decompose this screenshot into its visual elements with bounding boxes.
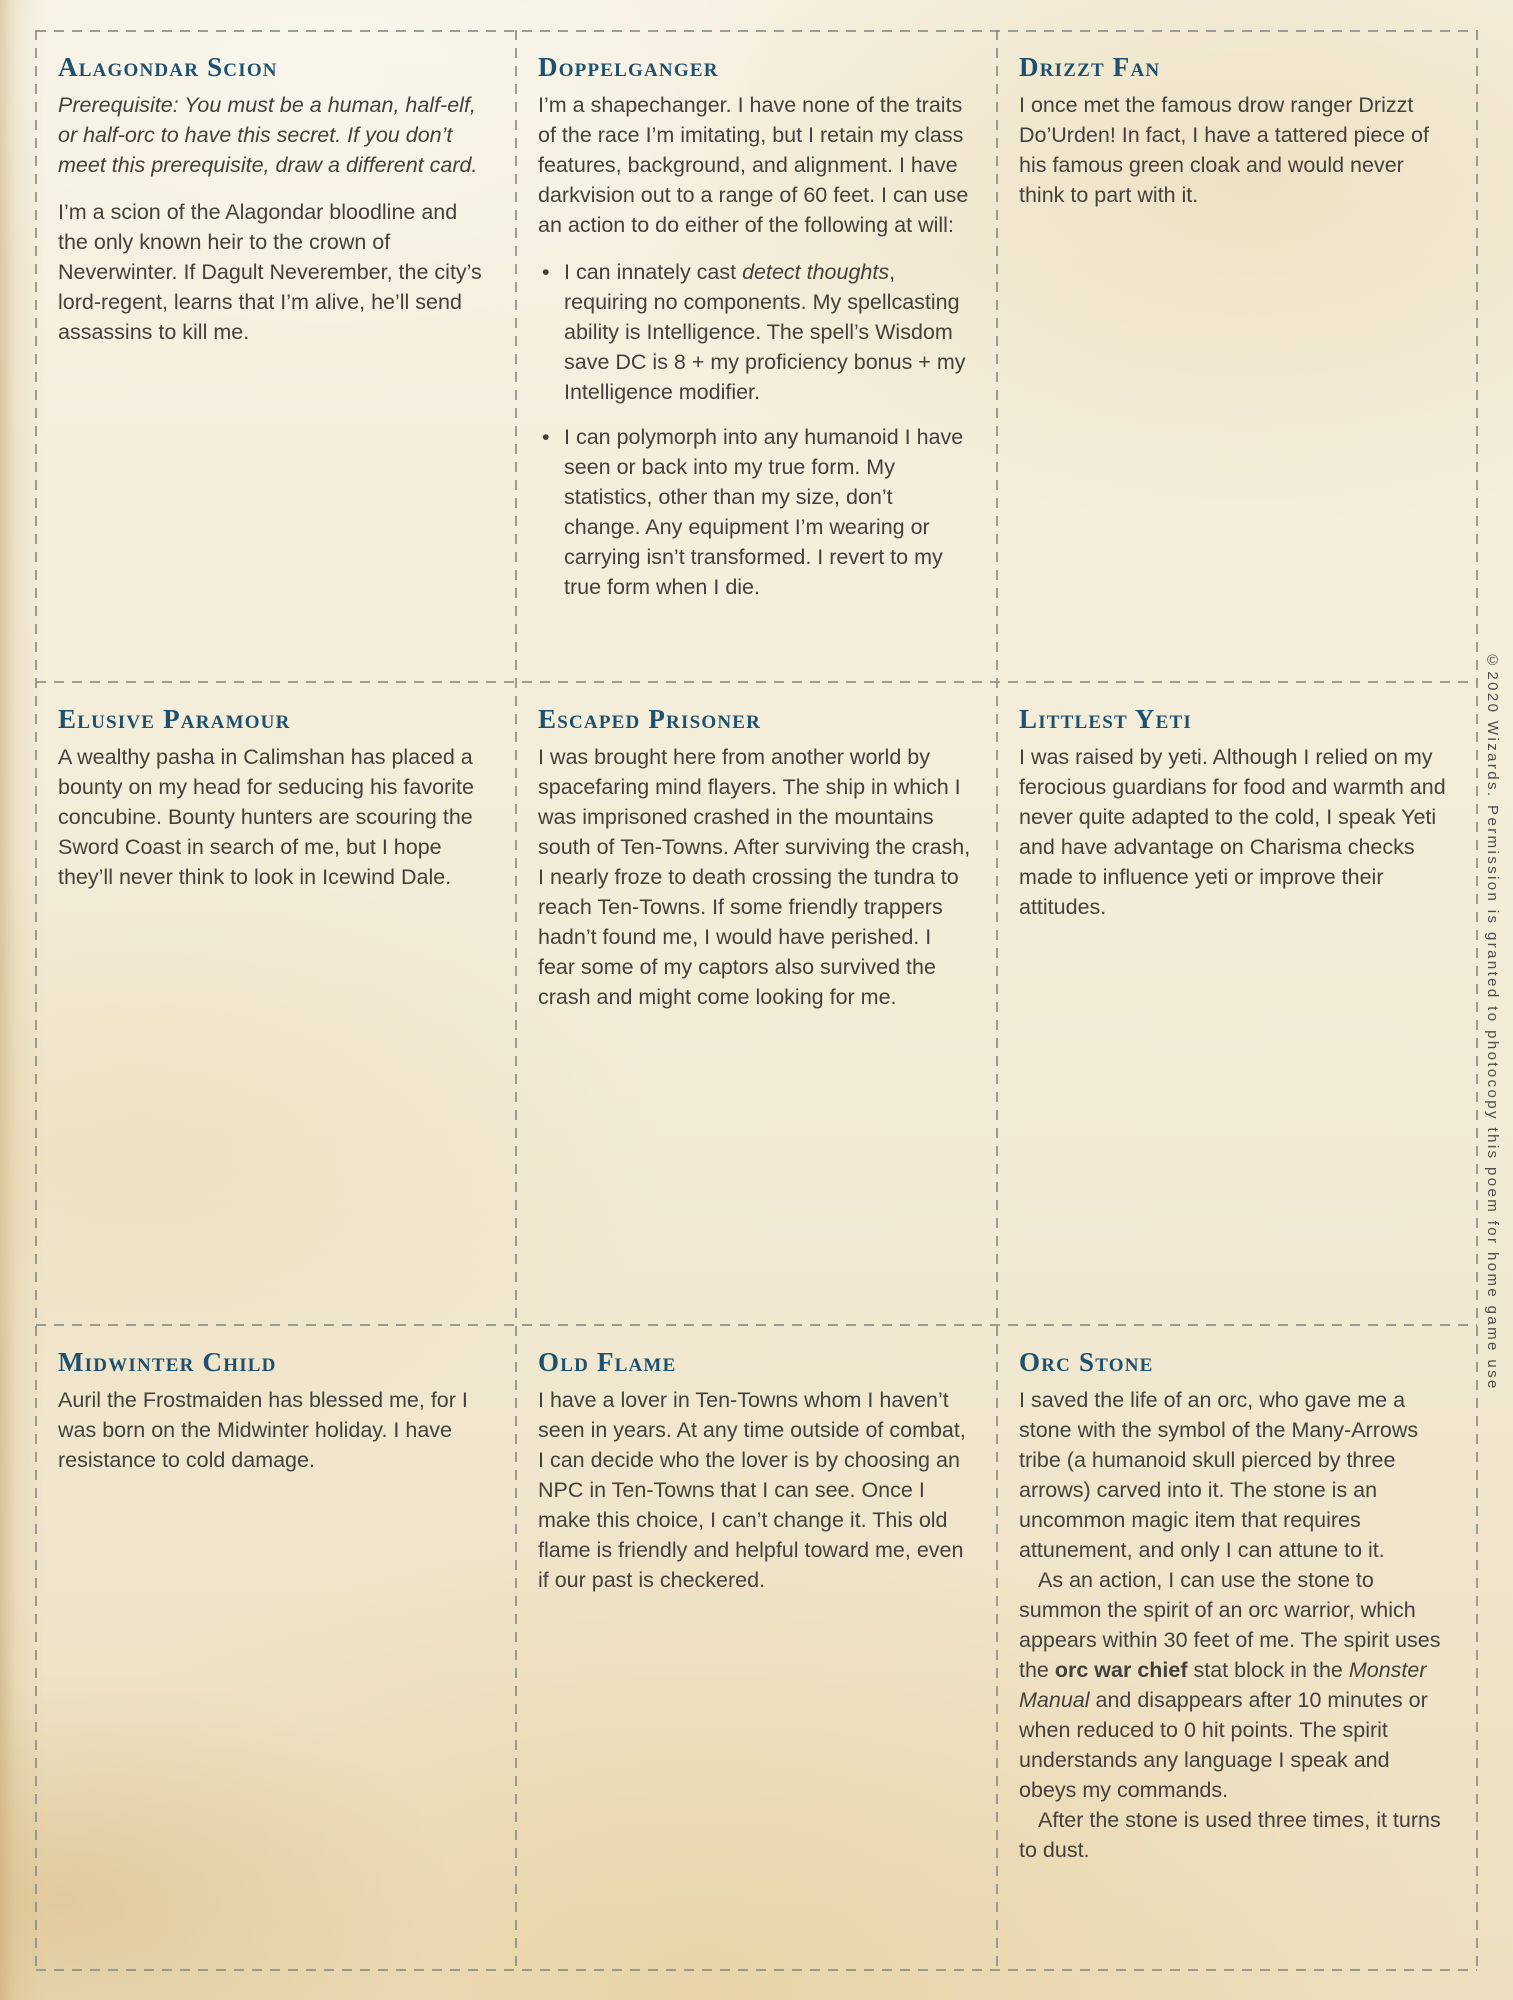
- text-segment-bold: orc war chief: [1054, 1658, 1188, 1682]
- text-segment: I was raised by yeti. Although I relied on my ferocious guardians for food and warmth and never quite adapted to the cold, I speak Yeti and have advantage on Charisma checks made to influence yeti or improve their attitudes.: [1019, 745, 1446, 919]
- card-title: Escaped Prisoner: [538, 704, 762, 734]
- bullet-icon: •: [542, 425, 550, 449]
- card-paragraph: [564, 257, 971, 407]
- text-segment: stat block in the: [1187, 1658, 1349, 1682]
- card-paragraph: [58, 197, 490, 347]
- card-title: Alagondar Scion: [58, 52, 278, 82]
- card-paragraph: [538, 90, 971, 240]
- card-paragraph: [1019, 1385, 1451, 1565]
- card-title: Old Flame: [538, 1347, 677, 1377]
- secret-card: [36, 682, 516, 1325]
- text-segment: I’m a scion of the Alagondar bloodline and the only known heir to the crown of Neverwinter. If Dagult Neverember, the city’s lord-regent, learns that I’m alive, he’ll send assassins to kill me.: [58, 200, 482, 344]
- text-segment: I’m a shapechanger. I have none of the traits of the race I’m imitating, but I retain my class features, background, and alignment. I have darkvision out to a range of 60 feet. I can use an action to do either of the following at will:: [538, 93, 969, 237]
- card-title: Littlest Yeti: [1019, 704, 1192, 734]
- secret-card: [997, 30, 1477, 682]
- card-paragraph: [1019, 90, 1451, 210]
- card-paragraph: [58, 1385, 490, 1475]
- card-title: Orc Stone: [1019, 1347, 1154, 1377]
- card-paragraph: [564, 422, 971, 602]
- text-segment-italic: detect thoughts: [742, 260, 890, 284]
- text-segment: I can polymorph into any humanoid I have seen or back into my true form. My statistics, other than my size, don’t change. Any equipment I’m wearing or carrying isn’t transformed. I revert to my true form when I die.: [564, 425, 964, 599]
- text-segment: and disappears after 10 minutes or when reduced to 0 hit points. The spirit understands any language I speak and obeys my commands.: [1019, 1688, 1428, 1802]
- card-paragraph: [58, 90, 490, 180]
- text-segment: I can innately cast: [564, 260, 743, 284]
- copyright-notice: ©2020 Wizards. Permission is granted to photocopy this poem for home game use: [1484, 652, 1501, 1391]
- card-title: Drizzt Fan: [1019, 52, 1161, 82]
- text-segment: I was brought here from another world by spacefaring mind flayers. The ship in which I was imprisoned crashed in the mountains south of Ten-Towns. After surviving the crash, I nearly froze to death crossing the tundra to reach Ten-Towns. If some friendly trappers hadn’t found me, I would have perished. I fear some of my captors also survived the crash and might come looking for me.: [538, 745, 971, 1009]
- text-segment: , requiring no components. My spellcasting ability is Intelligence. The spell’s Wisdom save DC is 8 + my proficiency bonus + my Intelligence modifier.: [564, 260, 966, 404]
- card-paragraph: [1019, 742, 1451, 922]
- secret-card: [516, 682, 997, 1325]
- card-title: Midwinter Child: [58, 1347, 277, 1377]
- secret-card: [516, 30, 997, 682]
- text-segment: Auril the Frostmaiden has blessed me, for I was born on the Midwinter holiday. I have resistance to cold damage.: [58, 1388, 468, 1472]
- card-paragraph: [1019, 1565, 1451, 1805]
- bullet-item: [538, 422, 971, 602]
- text-segment: I saved the life of an orc, who gave me a stone with the symbol of the Many-Arrows tribe (a humanoid skull pierced by three arrows) carved into it. The stone is an uncommon magic item that requires attunement, and only I can attune to it.: [1019, 1388, 1419, 1562]
- text-segment: I have a lover in Ten-Towns whom I haven’t seen in years. At any time outside of combat, I can decide who the lover is by choosing an NPC in Ten-Towns that I can see. Once I make this choice, I can’t change it. This old flame is friendly and helpful toward me, even if our past is checkered.: [538, 1388, 966, 1592]
- bullet-item: [538, 257, 971, 407]
- bullet-icon: •: [542, 260, 550, 284]
- card-grid: [36, 30, 1477, 1971]
- card-title: Doppelganger: [538, 52, 719, 82]
- text-segment-italic: Prerequisite: You must be a human, half-elf, or half-orc to have this secret. If you don’t meet this prerequisite, draw a different card.: [58, 93, 478, 177]
- card-title: Elusive Paramour: [58, 704, 291, 734]
- text-segment: A wealthy pasha in Calimshan has placed a bounty on my head for seducing his favorite concubine. Bounty hunters are scouring the Sword Coast in search of me, but I hope they’ll never think to look in Icewind Dale.: [58, 745, 474, 889]
- secret-card: [36, 1325, 516, 1971]
- card-paragraph: [58, 742, 490, 892]
- card-paragraph: [538, 742, 971, 1012]
- secret-card: [516, 1325, 997, 1971]
- card-paragraph: [538, 1385, 971, 1595]
- text-segment: After the stone is used three times, it turns to dust.: [1019, 1808, 1441, 1862]
- secret-card: [997, 1325, 1477, 1971]
- text-segment: As an action, I can use the stone to summon the spirit of an orc warrior, which appears within 30 feet of me. The spirit uses the: [1019, 1568, 1441, 1682]
- secret-card: [36, 30, 516, 682]
- text-segment-italic: Monster Manual: [1019, 1658, 1427, 1712]
- secret-card: [997, 682, 1477, 1325]
- card-paragraph: [1019, 1805, 1451, 1865]
- text-segment: I once met the famous drow ranger Drizzt Do’Urden! In fact, I have a tattered piece of his famous green cloak and would never think to part with it.: [1019, 93, 1429, 207]
